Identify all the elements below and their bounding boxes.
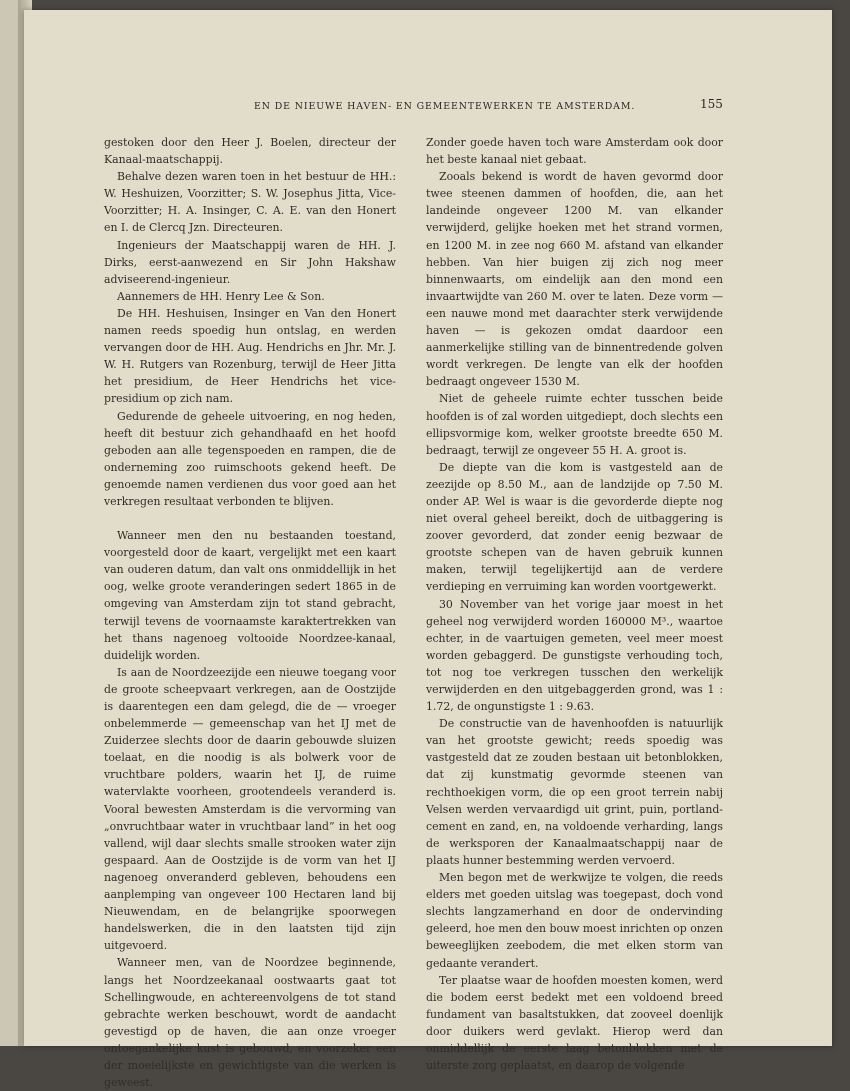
running-head-text: EN DE NIEUWE HAVEN- EN GEMEENTEWERKEN TE AMSTERDAM. <box>254 101 636 112</box>
book-page <box>24 10 832 1090</box>
paragraph: 30 November van het vorige jaar moest in het geheel nog verwijderd worden 160000 M³., waartoe echter, in de vaartuigen gemeten, veel meer moest worden gebaggerd. De gunstigste verhouding toch, tot nog toe verkregen tusschen den werkelijk verwijderden en den uitgebaggerden grond, was 1 : 1.72, de ongunstigste 1 : 9.63. <box>426 597 723 714</box>
paragraph: gestoken door den Heer J. Boelen, directeur der Kanaal-maatschappij. <box>104 136 396 167</box>
paragraph: Men begon met de werkwijze te volgen, die reeds elders met goeden uitslag was toegepast, doch vond slechts langzamerhand en door de ondervinding geleerd, hoe men den bouw moest inrichten op onzen beweeglijken zeebodem, die met elken storm van gedaante verandert. <box>426 871 723 970</box>
paragraph: Zonder goede haven toch ware Amsterdam ook door het beste kanaal niet gebaat. <box>426 136 723 167</box>
paragraph: Gedurende de geheele uitvoering, en nog heden, heeft dit bestuur zich gehandhaafd en het hoofd geboden aan alle tegenspoeden en rampen, die de onderneming zoo ruimschoots gekend heeft. De genoemde namen verdienen dus voor goed aan het verkregen resultaat verbonden te blijven. <box>104 409 396 508</box>
paragraph: De constructie van de havenhoofden is natuurlijk van het grootste gewicht; reeds spoedig was vastgesteld dat ze zouden bestaan uit betonblokken, dat zij kunstmatig gevormde steenen van rechthoekigen vorm, die op een groot terrein nabij Velsen werden vervaardigd uit grint, puin, portland-cement en zand, en, na voldoende verharding, langs de werksporen der Kanaalmaatschappij naar de plaats hunner bestemming werden vervoerd. <box>426 717 723 867</box>
paragraph: Wanneer men den nu bestaanden toestand, voorgesteld door de kaart, vergelijkt met een kaart van ouderen datum, dan valt ons onmiddellijk in het oog, welke groote veranderingen sedert 1865 in de omgeving van Amsterdam zijn tot stand gebracht, terwijl tevens de voornaamste karaktertrekken van het thans nagenoeg voltooide Noordzee-kanaal, duidelijk worden. <box>104 529 396 662</box>
paragraph: Behalve dezen waren toen in het bestuur de HH.: W. Heshuizen, Voorzitter; S. W. Josephus Jitta, Vice-Voorzitter; H. A. Insinger, C. A. E. van den Honert en I. de Clercq Jzn. Directeuren. <box>104 170 396 235</box>
paragraph: De diepte van die kom is vastgesteld aan de zeezijde op 8.50 M., aan de landzijde op 7.50 M. onder AP. Wel is waar is die gevorderde diepte nog niet overal geheel bereikt, doch de uitbaggering is zoover gevorderd, dat zonder eenig bezwaar de grootste schepen van de haven gebruik kunnen maken, terwijl tegelijkertijd aan de verdere verdieping en verruiming kan worden voortgewerkt. <box>426 460 723 594</box>
paragraph: Ter plaatse waar de hoofden moesten komen, werd die bodem eerst bedekt met een voldoend breed fundament van basaltstukken, dat zooveel doenlijk door duikers werd gevlakt. Hierop werd dan onmiddellijk de eerste laag betonblokken met de uiterste zorg geplaatst, en daarop de volgende <box>426 973 723 1073</box>
paragraph: De HH. Heshuisen, Insinger en Van den Honert namen reeds spoedig hun ontslag, en werden vervangen door de HH. Aug. Hendrichs en Jhr. Mr. J. W. H. Rutgers van Rozenburg, terwijl de Heer Jitta het presidium, de Heer Hendrichs het vice-presidium op zich nam. <box>104 306 396 406</box>
paragraph: Wanneer men, van de Noordzee beginnende, langs het Noordzeekanaal oostwaarts gaat tot Schellingwoude, en achtereenvolgens de tot stand gebrachte werken beschouwt, wordt de aandacht gevestigd op de haven, die aan onze vroeger ontoegankelijke kust is gebouwd, en voorzeker een der moeielijkste en gewichtigste van die werken is geweest. <box>104 956 396 1090</box>
paragraph: Aannemers de HH. Henry Lee & Son. <box>117 289 325 303</box>
paragraph: Ingenieurs der Maatschappij waren de HH. J. Dirks, eerst-aanwezend en Sir John Hakshaw adviseerend-ingenieur. <box>104 238 396 286</box>
left-column <box>104 134 396 1091</box>
paragraph: Is aan de Noordzeezijde een nieuwe toegang voor de groote scheepvaart verkregen, aan de Oostzijde is daarentegen een dam gelegd, die de — vroeger onbelemmerde — gemeenschap van het IJ met de Zuiderzee slechts door de daarin gebouwde sluizen toelaat, en die noodig is als bolwerk voor de vruchtbare polders, waarin het IJ, de ruime watervlakte voorheen, grootendeels veranderd is. Vooral bewesten Amsterdam is die vervorming van „onvruchtbaar water in vruchtbaar land” in het oog vallend, wijl daar slechts smalle strooken water zijn gespaard. Aan de Oostzijde is de vorm van het IJ nagenoeg onveranderd gebleven, behoudens een aanplemping van ongeveer 100 Hectaren land bij Nieuwendam, en de belangrijke spoorwegen handelswerken, die in den laatsten tijd zijn uitgevoerd. <box>104 665 396 953</box>
paragraph: Niet de geheele ruimte echter tusschen beide hoofden is of zal worden uitgediept, doch slechts een ellipsvormige kom, welker grootste breedte 650 M. bedraagt, terwijl ze ongeveer 55 H. A. groot is. <box>426 392 723 457</box>
page-number: 155 <box>700 97 723 111</box>
right-column <box>426 134 723 1074</box>
paragraph: Zooals bekend is wordt de haven gevormd door twee steenen dammen of hoofden, die, aan het landeinde ongeveer 1200 M. van elkander verwijderd, gelijke hoeken met het strand vormen, en 1200 M. in zee nog 660 M. afstand van elkander hebben. Van hier buigen zij zich nog meer binnenwaarts, om eindelijk aan den mond een invaartwijdte van 260 M. over te laten. Deze vorm — een nauwe mond met daarachter sterk verwijdende haven — is gekozen omdat daardoor een aanmerkelijke stilling van de binnentredende golven wordt verkregen. De lengte van elk der hoofden bedraagt ongeveer 1530 M. <box>426 170 723 389</box>
